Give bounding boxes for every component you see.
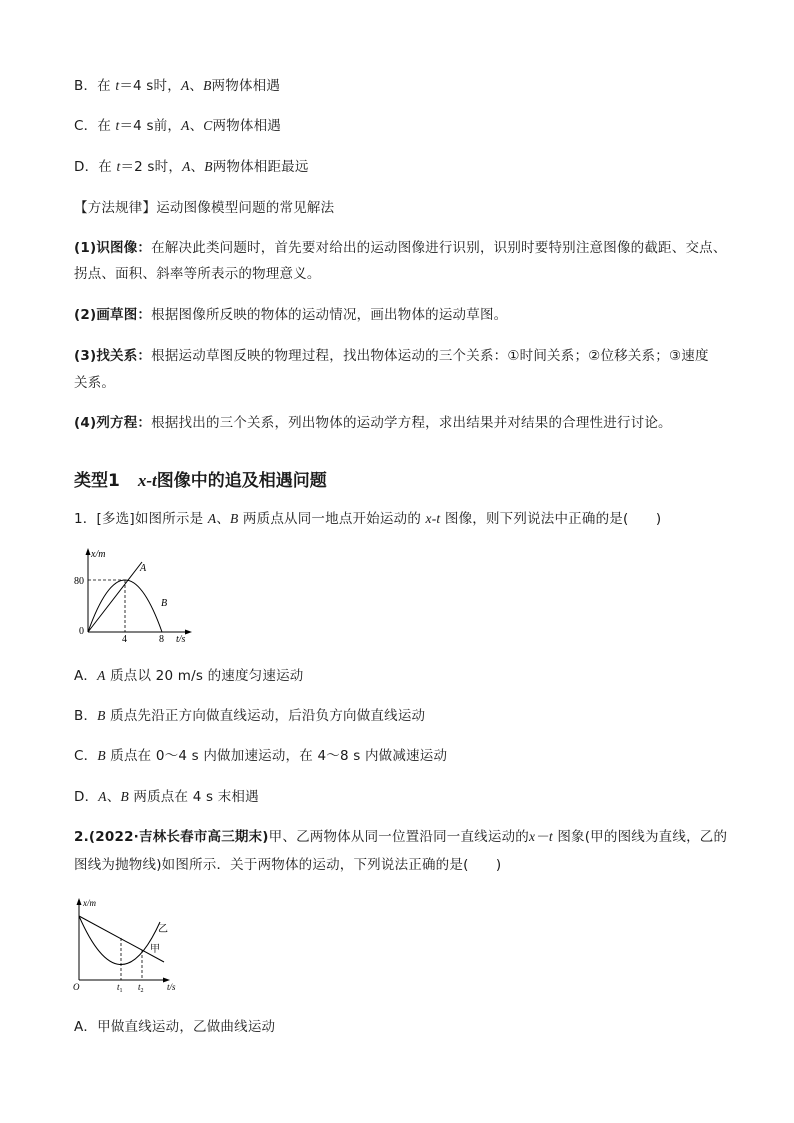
q2-x-axis-label: t/s (167, 982, 176, 992)
q2-stem-line2: 图线为抛物线)如图所示．关于两物体的运动，下列说法正确的是( ) (74, 857, 502, 873)
q2-figure (70, 894, 190, 994)
q2-label-jia: 甲 (150, 944, 160, 955)
method-p3-line1: (3)找关系：根据运动草图反映的物理过程，找出物体运动的三个关系：①时间关系；②位移关系；③速度 (74, 348, 709, 364)
method-p3-line2: 关系。 (74, 375, 116, 391)
q2-y-axis-label: x/m (83, 898, 96, 908)
q2-t2-label: $t_2$ (138, 982, 144, 994)
q1-option-a[interactable]: A．A 质点以 20 m/s 的速度匀速运动 (74, 668, 304, 684)
q1-option-c[interactable]: C．B 质点在 0～4 s 内做加速运动，在 4～8 s 内做减速运动 (74, 748, 448, 764)
option-c-prev: C．在 t＝4 s前，A、C两物体相遇 (74, 118, 281, 134)
q2-t1-label: $t_1$ (117, 982, 123, 994)
q1-stem: 1．[多选]如图所示是 A、B 两质点从同一地点开始运动的 x-t 图像，则下列说法中正确的是( ) (74, 511, 662, 527)
curve-yi (79, 916, 160, 965)
q2-label-yi: 乙 (158, 924, 168, 935)
q1-x-tick-2: 8 (159, 634, 164, 644)
method-p4: (4)列方程：根据找出的三个关系，列出物体的运动学方程，求出结果并对结果的合理性进行讨论。 (74, 415, 672, 431)
q1-origin: 0 (79, 626, 84, 637)
method-heading: 【方法规律】运动图像模型问题的常见解法 (74, 200, 335, 216)
q2-stem-line1: 2.(2022·吉林长春市高三期末)甲、乙两物体从同一位置沿同一直线运动的x－t 图象(甲的图线为直线，乙的 (74, 829, 728, 845)
section-heading: 类型1 x-t图像中的追及相遇问题 (74, 471, 327, 491)
method-p2: (2)画草图：根据图像所反映的物体的运动情况，画出物体的运动草图。 (74, 307, 508, 323)
option-d-prev: D．在 t＝2 s时，A、B两物体相距最远 (74, 159, 309, 175)
line-a (88, 562, 142, 632)
q1-y-tick: 80 (74, 576, 84, 587)
q1-x-axis-label: t/s (176, 634, 186, 644)
q1-label-b: B (161, 598, 168, 609)
method-p1-line1: (1)识图像：在解决此类问题时，首先要对给出的运动图像进行识别，识别时要特别注意图像的截距、交点、 (74, 240, 727, 256)
q1-x-tick-1: 4 (122, 634, 127, 644)
q2-origin: O (73, 982, 80, 992)
q1-option-b[interactable]: B．B 质点先沿正方向做直线运动，后沿负方向做直线运动 (74, 708, 426, 724)
option-b-prev: B．在 t＝4 s时，A、B两物体相遇 (74, 78, 281, 94)
q1-figure (70, 544, 210, 644)
q1-y-axis-label: x/m (91, 549, 106, 560)
q2-option-a[interactable]: A．甲做直线运动，乙做曲线运动 (74, 1019, 276, 1035)
q1-option-d[interactable]: D．A、B 两质点在 4 s 末相遇 (74, 789, 259, 805)
q1-label-a: A (140, 563, 147, 574)
method-p1-line2: 拐点、面积、斜率等所表示的物理意义。 (74, 266, 321, 282)
